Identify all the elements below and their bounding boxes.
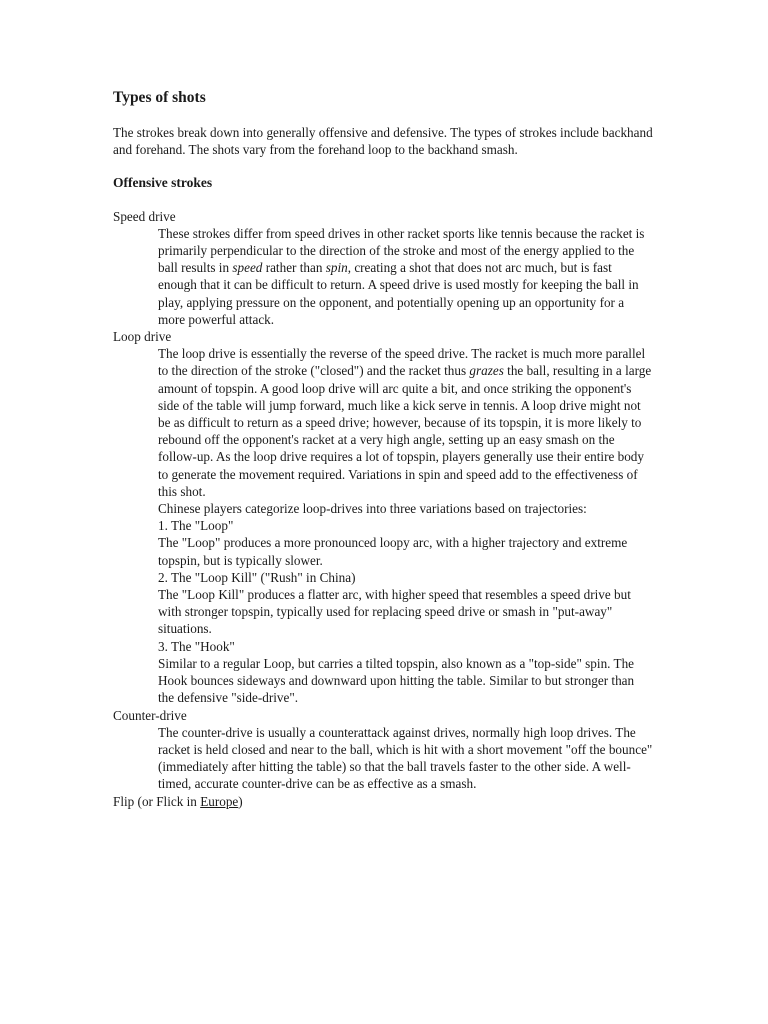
term-loop-drive: Loop drive [113,329,172,345]
loop-drive-paragraph: The loop drive is essentially the reverse of the speed drive. The racket is much more parallel to the direction of the stroke ("closed") and the racket thus grazes the ball, resulting in a large amount of topspin. A good loop drive will arc quite a bit, and once striking the opponent's side of the table will jump forward, much like a kick serve in tennis. A loop drive might not be as difficult to return as a speed drive; however, because of its topspin, it is more likely to rebound off the opponent's racket at a very high angle, setting up an easy smash on the follow-up. As the loop drive requires a lot of topspin, players generally use their entire body to generate the movement required. Variations in spin and speed add to the effectiveness of this shot. [158,346,652,499]
loop-variations-intro: Chinese players categorize loop-drives into three variations based on trajectories: [158,501,587,517]
link-europe[interactable]: Europe [200,793,239,809]
variation-hook-title: 3. The "Hook" [158,638,235,654]
definition-counter-drive: The counter-drive is usually a counterattack against drives, normally high loop drives. The racket is held closed and near to the ball, which is hit with a short movement "off the bounce" (immediately after hitting the table) so that the ball travels faster to the other side. A well-timed, accurate counter-drive can be as effective as a smash. [158,724,653,792]
definition-speed-drive: These strokes differ from speed drives in other racket sports like tennis because the racket is primarily perpendicular to the direction of the stroke and most of the energy applied to the ball results in speed rather than spin, creating a shot that does not arc much, but is fast enough that it can be difficult to return. A speed drive is used mostly for keeping the ball in play, applying pressure on the opponent, and potentially opening up an opportunity for a more powerful attack. [158,225,645,327]
term-speed-drive: Speed drive [113,208,176,224]
emphasis-speed: speed [232,260,263,276]
emphasis-spin: spin [325,260,348,276]
intro-paragraph: The strokes break down into generally offensive and defensive. The types of strokes include backhand and forehand. The shots vary from the forehand loop to the backhand smash. [113,125,653,158]
document-page [113,88,653,810]
term-counter-drive: Counter-drive [113,707,187,723]
variation-loop-text: The "Loop" produces a more pronounced loopy arc, with a higher trajectory and extreme topspin, but is typically slower. [158,535,628,568]
variation-loop-title: 1. The "Loop" [158,518,234,534]
variation-hook-text: Similar to a regular Loop, but carries a tilted topspin, also known as a "top-side" spin. The Hook bounces sideways and downward upon hitting the table. Similar to but stronger than the defensive "side-drive". [158,655,635,706]
term-flip: Flip (or Flick in Europe) [113,793,243,809]
stroke-definition-list [113,208,653,810]
section-heading-offensive: Offensive strokes [113,175,213,191]
definition-loop-drive [158,345,653,706]
variation-loop-kill-text: The "Loop Kill" produces a flatter arc, with higher speed that resembles a speed drive but with stronger topspin, typically used for replacing speed drive or smash in "put-away" situations. [158,587,631,637]
variation-loop-kill-title: 2. The "Loop Kill" ("Rush" in China) [158,569,356,585]
page-title: Types of shots [113,89,206,106]
emphasis-grazes: grazes [469,363,504,379]
